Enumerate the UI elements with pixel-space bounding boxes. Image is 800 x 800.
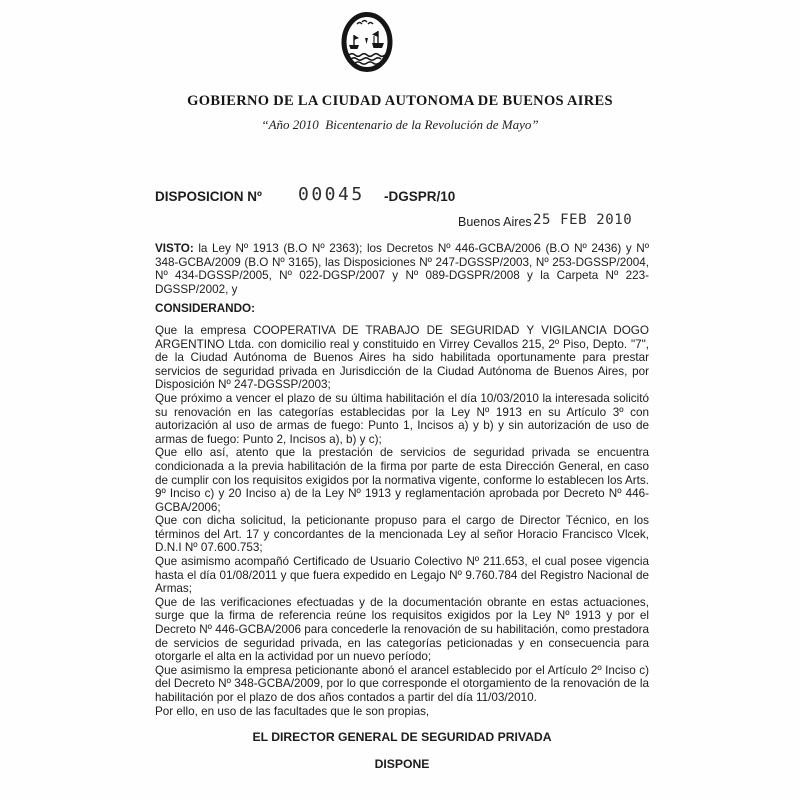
buenos-aires-coat-of-arms-icon: [341, 12, 393, 72]
year-motto-subtitle: “Año 2010 Bicentenario de la Revolución de Mayo”: [261, 117, 539, 132]
director-general-heading: EL DIRECTOR GENERAL DE SEGURIDAD PRIVADA: [252, 730, 552, 745]
body-paragraph: Que de las verificaciones efectuadas y de la documentación obrante en estas actuaciones, surge que la firma de referencia reúne los requisitos exigidos por la Ley Nº 1913 y por el Decreto Nº 446-GCBA/2006 para concederle la renovación de su habilitación, como prestadora de servicios de seguridad privada, en las categorías peticionadas y en consecuencia para otorgarle el alta en la actividad por un nuevo período;: [155, 595, 649, 664]
considerando-paragraphs: [155, 324, 649, 718]
disposition-label: DISPOSICION Nº: [155, 189, 262, 204]
visto-label: VISTO:: [155, 242, 194, 255]
body-paragraph: Que con dicha solicitud, la peticionante propuso para el cargo de Director Técnico, en los términos del Art. 17 y concordantes de la mencionada Ley al señor Horacio Francisco Vlcek, D.N.I Nº 07.600.753;: [155, 514, 649, 555]
body-paragraph: Que asimismo acompañó Certificado de Usuario Colectivo Nº 211.653, el cual posee vigencia hasta el día 01/08/2011 y que fuera expedido en Legajo Nº 9.760.784 del Registro Nacional de Armas;: [155, 555, 649, 596]
dispone-heading: DISPONE: [374, 756, 430, 771]
considerando-heading: CONSIDERANDO:: [155, 302, 255, 316]
body-paragraph: Que asimismo la empresa peticionante abonó el arancel establecido por el Artículo 2º Inciso c) del Decreto Nº 348-GCBA/2009, por lo que corresponde el otorgamiento de la renovación de la habilitación por el plazo de dos años contados a partir del día 11/03/2010.: [155, 663, 649, 704]
body-paragraph: Que la empresa COOPERATIVA DE TRABAJO DE SEGURIDAD Y VIGILANCIA DOGO ARGENTINO Ltda. con domicilio real y constituido en Virrey Cevallos 215, 2º Piso, Depto. "7", de la Ciudad Autónoma de Buenos Aires ha sido habilitada oportunamente para prestar servicios de seguridad privada en Jurisdicción de la Ciudad Autónoma de Buenos Aires, por Disposición Nº 247-DGSSP/2003;: [155, 323, 649, 392]
government-title: GOBIERNO DE LA CIUDAD AUTONOMA DE BUENOS AIRES: [187, 93, 613, 109]
body-paragraph: Que ello así, atento que la prestación de servicios de seguridad privada se encuentra condicionada a la previa habilitación de la firma por parte de esta Dirección General, en caso de cumplir con los requisitos exigidos por la normativa vigente, conforme lo establecen los Arts. 9º Inciso c) y 20 Inciso a) de la Ley Nº 1913 y reglamentación aprobada por Decreto Nº 446-GCBA/2006;: [155, 446, 649, 514]
visto-paragraph: [155, 242, 649, 296]
date-stamp: 25 FEB 2010: [533, 212, 633, 228]
visto-text: la Ley Nº 1913 (B.O Nº 2363); los Decretos Nº 446-GCBA/2006 (B.O Nº 2436) y Nº 348-GCBA/2009 (B.O Nº 3165), las Disposiciones Nº 247-DGSSP/2003, Nº 253-DGSSP/2004, Nº 434-DGSSP/2005, Nº 022-DGSP/2007 y Nº 089-DGSPR/2008 y la Carpeta Nº 223- DGSSP/2002, y: [155, 242, 649, 296]
disposition-number-row: [155, 184, 655, 209]
disposition-suffix: -DGSPR/10: [384, 189, 456, 204]
document-body: [155, 242, 649, 771]
body-paragraph: Por ello, en uso de las facultades que le son propias,: [155, 704, 430, 718]
place-date-row: [155, 212, 655, 232]
place-label: Buenos Aires: [458, 215, 532, 229]
disposition-number-stamp: 00045: [298, 184, 365, 205]
body-paragraph: Que próximo a vencer el plazo de su última habilitación el día 10/03/2010 la interesada solicitó su renovación en las categorías establecidas por la Ley Nº 1913 en su Artículo 3º con autorización al uso de armas de fuego: Punto 1, Incisos a) y b) y sin autorización de uso de armas de fuego: Punto 2, Incisos a), b) y c);: [155, 391, 649, 446]
